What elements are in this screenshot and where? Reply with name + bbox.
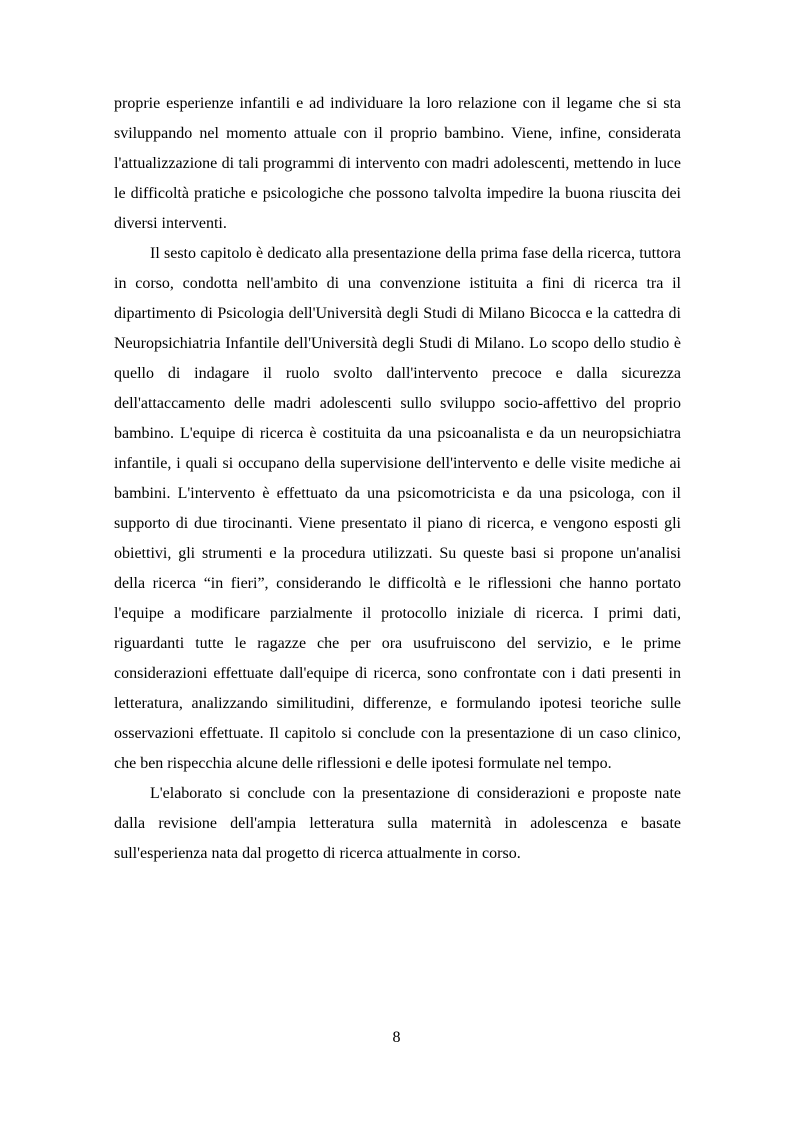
paragraph-sixth-chapter: Il sesto capitolo è dedicato alla presentazione della prima fase della ricerca, tuttora in corso, condotta nell'ambito di una convenzione istituita a fini di ricerca tra il dipartimento di Psicologia dell'Università degli Studi di Milano Bicocca e la cattedra di Neuropsichiatria Infantile dell'Università degli Studi di Milano. Lo scopo dello studio è quello di indagare il ruolo svolto dall'intervento precoce e dalla sicurezza dell'attaccamento delle madri adolescenti sullo sviluppo socio-affettivo del proprio bambino. L'equipe di ricerca è costituita da una psicoanalista e da un neuropsichiatra infantile, i quali si occupano della supervisione dell'intervento e delle visite mediche ai bambini. L'intervento è effettuato da una psicomotricista e da una psicologa, con il supporto di due tirocinanti. Viene presentato il piano di ricerca, e vengono esposti gli obiettivi, gli strumenti e la procedura utilizzati. Su queste basi si propone un'analisi della ricerca “in fieri”, considerando le difficoltà e le riflessioni che hanno portato l'equipe a modificare parzialmente il protocollo iniziale di ricerca. I primi dati, riguardanti tutte le ragazze che per ora usufruiscono del servizio, e le prime considerazioni effettuate dall'equipe di ricerca, sono confrontate con i dati presenti in letteratura, analizzando similitudini, differenze, e formulando ipotesi teoriche sulle osservazioni effettuate. Il capitolo si conclude con la presentazione di un caso clinico, che ben rispecchia alcune delle riflessioni e delle ipotesi formulate nel tempo. — [114, 245, 681, 772]
page-body — [114, 89, 681, 869]
page-number: 8 — [392, 1029, 401, 1046]
paragraph-continuation: proprie esperienze infantili e ad individuare la loro relazione con il legame che si sta sviluppando nel momento attuale con il proprio bambino. Viene, infine, considerata l'attualizzazione di tali programmi di intervento con madri adolescenti, mettendo in luce le difficoltà pratiche e psicologiche che possono talvolta impedire la buona riuscita dei diversi interventi. — [114, 95, 681, 232]
paragraph-conclusion: L'elaborato si conclude con la presentazione di considerazioni e proposte nate dalla revisione dell'ampia letteratura sulla maternità in adolescenza e basate sull'esperienza nata dal progetto di ricerca attualmente in corso. — [114, 785, 681, 862]
